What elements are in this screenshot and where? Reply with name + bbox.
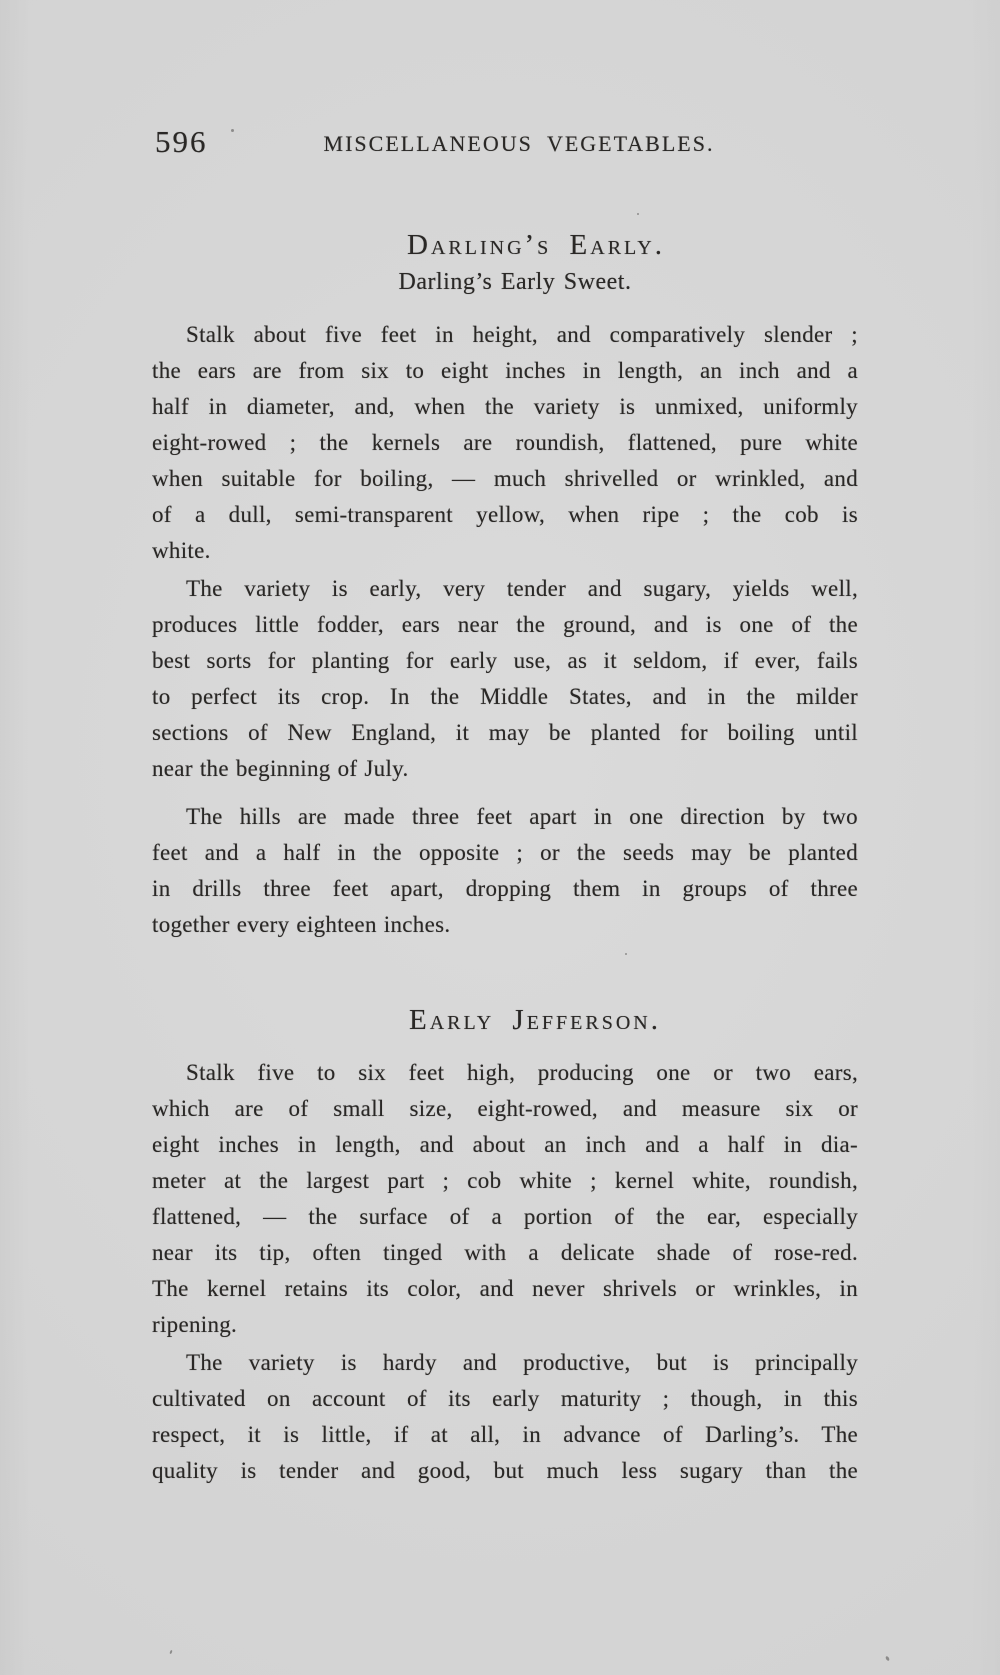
- text-line: The kernel retains its color, and never shrivels or wrinkles, in: [152, 1276, 858, 1301]
- text-line: Stalk five to six feet high, producing one or two ears,: [186, 1060, 858, 1085]
- paragraph: [152, 1345, 858, 1489]
- scan-speck: [231, 129, 234, 132]
- text-line: Stalk about five feet in height, and comparatively slender ;: [186, 322, 858, 347]
- page-number: 596: [155, 124, 208, 159]
- text-line: which are of small size, eight-rowed, and measure six or: [152, 1096, 858, 1121]
- text-line: ripening.: [152, 1312, 238, 1337]
- text-line: white.: [152, 538, 211, 563]
- text-line: near the beginning of July.: [152, 756, 409, 781]
- text-line: best sorts for planting for early use, as it seldom, if ever, fails: [152, 648, 858, 673]
- text-line: the ears are from six to eight inches in length, an inch and a: [152, 358, 858, 383]
- section-heading-darlings-early: Darling’s Early.: [407, 229, 665, 261]
- text-line: quality is tender and good, but much less sugary than the: [152, 1458, 858, 1483]
- text-line: cultivated on account of its early maturity ; though, in this: [152, 1386, 858, 1411]
- text-line: to perfect its crop. In the Middle States, and in the milder: [152, 684, 858, 709]
- section-subheading-darlings-early-sweet: Darling’s Early Sweet.: [398, 269, 632, 295]
- scan-speck: [625, 953, 627, 955]
- running-head: MISCELLANEOUS VEGETABLES.: [323, 131, 715, 156]
- paragraph: [152, 317, 858, 569]
- text-line: The hills are made three feet apart in one direction by two: [186, 804, 858, 829]
- paragraph: [152, 571, 858, 787]
- paragraph: [152, 1055, 858, 1343]
- text-line: eight inches in length, and about an inch and a half in dia-: [152, 1132, 858, 1157]
- text-line: together every eighteen inches.: [152, 912, 451, 937]
- scan-speck: [637, 213, 639, 215]
- text-line: eight-rowed ; the kernels are roundish, flattened, pure white: [152, 430, 858, 455]
- text-line: of a dull, semi-transparent yellow, when ripe ; the cob is: [152, 502, 858, 527]
- paragraph: [152, 799, 858, 943]
- text-line: The variety is early, very tender and sugary, yields well,: [186, 576, 858, 601]
- section-heading-early-jefferson: Early Jefferson.: [409, 1004, 661, 1036]
- text-line: meter at the largest part ; cob white ; kernel white, roundish,: [152, 1168, 858, 1193]
- text-line: respect, it is little, if at all, in advance of Darling’s. The: [152, 1422, 858, 1447]
- text-line: The variety is hardy and productive, but is principally: [186, 1350, 858, 1375]
- scan-speck: [169, 1650, 172, 1654]
- scan-speck: [885, 1656, 890, 1662]
- text-line: in drills three feet apart, dropping them in groups of three: [152, 876, 858, 901]
- text-line: sections of New England, it may be planted for boiling until: [152, 720, 858, 745]
- text-line: when suitable for boiling, — much shrivelled or wrinkled, and: [152, 466, 858, 491]
- text-line: half in diameter, and, when the variety is unmixed, uniformly: [152, 394, 858, 419]
- text-line: feet and a half in the opposite ; or the seeds may be planted: [152, 840, 858, 865]
- text-line: flattened, — the surface of a portion of the ear, especially: [152, 1204, 858, 1229]
- text-line: produces little fodder, ears near the ground, and is one of the: [152, 612, 858, 637]
- text-line: near its tip, often tinged with a delicate shade of rose-red.: [152, 1240, 858, 1265]
